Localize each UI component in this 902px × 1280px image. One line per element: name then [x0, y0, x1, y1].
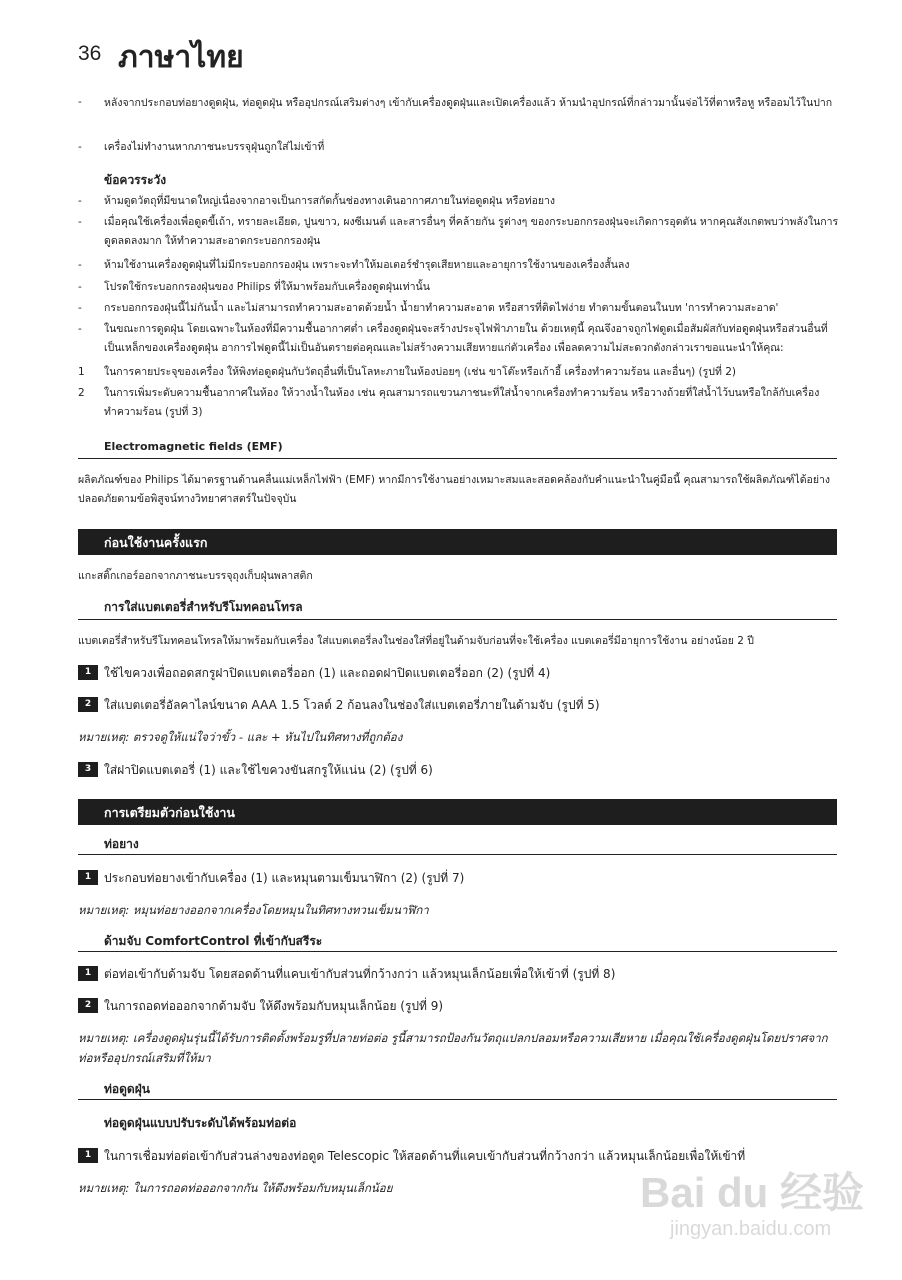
list-number: 2	[78, 387, 85, 399]
bullet-mark: -	[78, 281, 82, 293]
step-text: ในการถอดท่อออกจากด้ามจับ ให้ดึงพร้อมกับหมุนเล็กน้อย (รูปที่ 9)	[104, 999, 444, 1013]
bullet-mark: -	[78, 216, 82, 228]
emf-text: ผลิตภัณฑ์ของ Philips ได้มาตรฐานด้านคลื่นแม่เหล็กไฟฟ้า (EMF) หากมีการใช้งานอย่างเหมาะสมและสอดคล้องกับคำแนะนำในคู่มือนี้ คุณสามารถใช้ผลิตภัณฑ์ได้อย่างปลอดภัยตามข้อพิสูจน์ทางวิทยาศาสตร์ในปัจจุบัน	[78, 474, 831, 505]
subsection-heading: ท่อยาง	[104, 837, 139, 851]
caution-text: เมื่อคุณใช้เครื่องเพื่อดูดขี้เถ้า, ทรายละเอียด, ปูนขาว, ผงซีเมนต์ และสารอื่นๆ ที่คล้ายกัน รูต่างๆ ของกระบอกกรองฝุ่นจะเกิดการอุดตัน หากคุณสังเกตพบว่าพลังในการดูดลดลงมาก ให้ทำความสะอาดกระบอกกรองฝุ่น	[104, 216, 839, 247]
section-rule	[78, 854, 837, 855]
section-title: การเตรียมตัวก่อนใช้งาน	[104, 805, 235, 820]
watermark-logo: Bai du 经验	[640, 1169, 865, 1216]
step-text: ต่อท่อเข้ากับด้ามจับ โดยสอดด้านที่แคบเข้ากับส่วนที่กว้างกว่า แล้วหมุนเล็กน้อยเพื่อให้เข้าที่ (รูปที่ 8)	[104, 967, 616, 981]
caution-text: ในการเพิ่มระดับความชื้นอากาศในห้อง ให้วางน้ำในห้อง เช่น คุณสามารถแขวนภาชนะที่ใส่น้ำจากเครื่องทำความร้อน หรือวางถ้วยที่ใส่น้ำไว้บนหรือใกล้กับเครื่องทำความร้อน (รูปที่ 3)	[104, 387, 820, 418]
caution-text: ในการคายประจุของเครื่อง ให้พิงท่อดูดฝุ่นกับวัตถุอื่นที่เป็นโลหะภายในห้องบ่อยๆ (เช่น ขาโต๊ะหรือเก้าอี้ เครื่องทำความร้อน และอื่นๆ) (รูปที่ 2)	[104, 366, 736, 378]
section-rule	[78, 619, 837, 620]
subsection-subheading: ท่อดูดฝุ่นแบบปรับระดับได้พร้อมท่อต่อ	[104, 1116, 297, 1130]
page-number: 36	[78, 42, 102, 65]
body-text: แกะสติ๊กเกอร์ออกจากภาชนะบรรจุถุงเก็บฝุ่นพลาสติก	[78, 570, 313, 582]
step-text: ในการเชื่อมท่อต่อเข้ากับส่วนล่างของท่อดูด Telescopic ให้สอดด้านที่แคบเข้ากับส่วนที่กว้างกว่า แล้วหมุนเล็กน้อยเพื่อให้เข้าที่	[104, 1149, 746, 1163]
caution-text: โปรดใช้กระบอกกรองฝุ่นของ Philips ที่ให้มาพร้อมกับเครื่องดูดฝุ่นเท่านั้น	[104, 281, 430, 293]
bullet-mark: -	[78, 302, 82, 314]
watermark-url: jingyan.baidu.com	[670, 1218, 832, 1240]
step-number: 2	[78, 998, 98, 1013]
step-number: 3	[78, 762, 98, 777]
subsection-heading: การใส่แบตเตอรี่สำหรับรีโมทคอนโทรล	[104, 600, 303, 614]
note-text: หมายเหตุ: เครื่องดูดฝุ่นรุ่นนี้ได้รับการติดตั้งพร้อมรูที่ปลายท่อต่อ รูนี้สามารถป้องกันวัตถุแปลกปลอมหรือความเสียหาย เมื่อคุณใช้เครื่องดูดฝุ่นโดยปราศจากท่อหรืออุปกรณ์เสริมที่ให้มา	[78, 1031, 828, 1065]
bullet-mark: -	[78, 323, 82, 335]
step-number: 1	[78, 665, 98, 680]
caution-text: กระบอกกรองฝุ่นนี้ไม่กันน้ำ และไม่สามารถทำความสะอาดด้วยน้ำ น้ำยาทำความสะอาด หรือสารที่ติดไฟง่าย ทำตามขั้นตอนในบท 'การทำความสะอาด'	[104, 302, 779, 314]
step-text: ใส่ฝาปิดแบตเตอรี่ (1) และใช้ไขควงขันสกรูให้แน่น (2) (รูปที่ 6)	[104, 763, 433, 777]
note-text: หมายเหตุ: ตรวจดูให้แน่ใจว่าขั้ว - และ + หันไปในทิศทางที่ถูกต้อง	[78, 730, 403, 744]
bullet-text: เครื่องไม่ทำงานหากภาชนะบรรจุฝุ่นถูกใส่ไม่เข้าที่	[104, 141, 325, 153]
step-text: ใช้ไขควงเพื่อถอดสกรูฝาปิดแบตเตอรี่ออก (1) และถอดฝาปิดแบตเตอรี่ออก (2) (รูปที่ 4)	[104, 666, 551, 680]
step-number: 1	[78, 966, 98, 981]
subsection-heading: ด้ามจับ ComfortControl ที่เข้ากับสรีระ	[104, 934, 323, 948]
emf-heading: Electromagnetic fields (EMF)	[104, 440, 283, 453]
bullet-mark: -	[78, 96, 82, 108]
section-title: ก่อนใช้งานครั้งแรก	[104, 535, 208, 550]
section-rule	[78, 951, 837, 952]
bullet-text: หลังจากประกอบท่อยางดูดฝุ่น, ท่อดูดฝุ่น หรืออุปกรณ์เสริมต่างๆ เข้ากับเครื่องดูดฝุ่นและเปิดเครื่องแล้ว ห้ามนำอุปกรณ์ที่กล่าวมานั้นจ่อไว้ที่ตาหรือหู หรืออมไว้ในปาก	[104, 97, 833, 109]
note-text: หมายเหตุ: หมุนท่อยางออกจากเครื่องโดยหมุนในทิศทางทวนเข็มนาฬิกา	[78, 903, 429, 917]
bullet-mark: -	[78, 195, 82, 207]
body-text: แบตเตอรี่สำหรับรีโมทคอนโทรลให้มาพร้อมกับเครื่อง ใส่แบตเตอรี่ลงในช่องใส่ที่อยู่ในด้ามจับก่อนที่จะใช้เครื่อง แบตเตอรี่มีอายุการใช้งาน อย่างน้อย 2 ปี	[78, 635, 754, 647]
section-rule	[78, 1099, 837, 1100]
step-number: 1	[78, 1148, 98, 1163]
page-title: ภาษาไทย	[118, 40, 244, 75]
list-number: 1	[78, 366, 85, 378]
step-number: 1	[78, 870, 98, 885]
section-rule	[78, 458, 837, 459]
note-text: หมายเหตุ: ในการถอดท่อออกจากกัน ให้ดึงพร้อมกับหมุนเล็กน้อย	[78, 1181, 393, 1195]
step-text: ใส่แบตเตอรี่อัลคาไลน์ขนาด AAA 1.5 โวลต์ 2 ก้อนลงในช่องใส่แบตเตอรี่ภายในด้ามจับ (รูปที่ 5)	[104, 698, 600, 712]
step-number: 2	[78, 697, 98, 712]
caution-heading: ข้อควรระวัง	[104, 173, 167, 187]
bullet-mark: -	[78, 259, 82, 271]
bullet-mark: -	[78, 141, 82, 153]
section-bar	[78, 529, 837, 555]
section-bar	[78, 799, 837, 825]
watermark	[640, 1160, 880, 1270]
step-text: ประกอบท่อยางเข้ากับเครื่อง (1) และหมุนตามเข็มนาฬิกา (2) (รูปที่ 7)	[104, 871, 465, 885]
caution-text: ห้ามดูดวัตถุที่มีขนาดใหญ่เนื่องจากอาจเป็นการสกัดกั้นช่องทางเดินอากาศภายในท่อดูดฝุ่น หรือท่อยาง	[104, 195, 556, 207]
subsection-heading: ท่อดูดฝุ่น	[104, 1082, 150, 1096]
caution-text: ห้ามใช้งานเครื่องดูดฝุ่นที่ไม่มีกระบอกกรองฝุ่น เพราะจะทำให้มอเตอร์ชำรุดเสียหายและอายุการใช้งานของเครื่องสั้นลง	[104, 259, 630, 271]
caution-text: ในขณะการดูดฝุ่น โดยเฉพาะในห้องที่มีความชื้นอากาศต่ำ เครื่องดูดฝุ่นจะสร้างประจุไฟฟ้าภายใน ด้วยเหตุนี้ คุณจึงอาจถูกไฟดูดเมื่อสัมผัสกับท่อดูดฝุ่นหรือส่วนอื่นที่เป็นเหล็กของเครื่องดูดฝุ่น อาการไฟดูดนี้ไม่เป็นอันตรายต่อคุณและไม่สร้างความเสียหายแก่ตัวเครื่อง เพื่อลดความไม่สะดวกดังกล่าวเราขอแนะนำให้คุณ:	[104, 323, 828, 354]
